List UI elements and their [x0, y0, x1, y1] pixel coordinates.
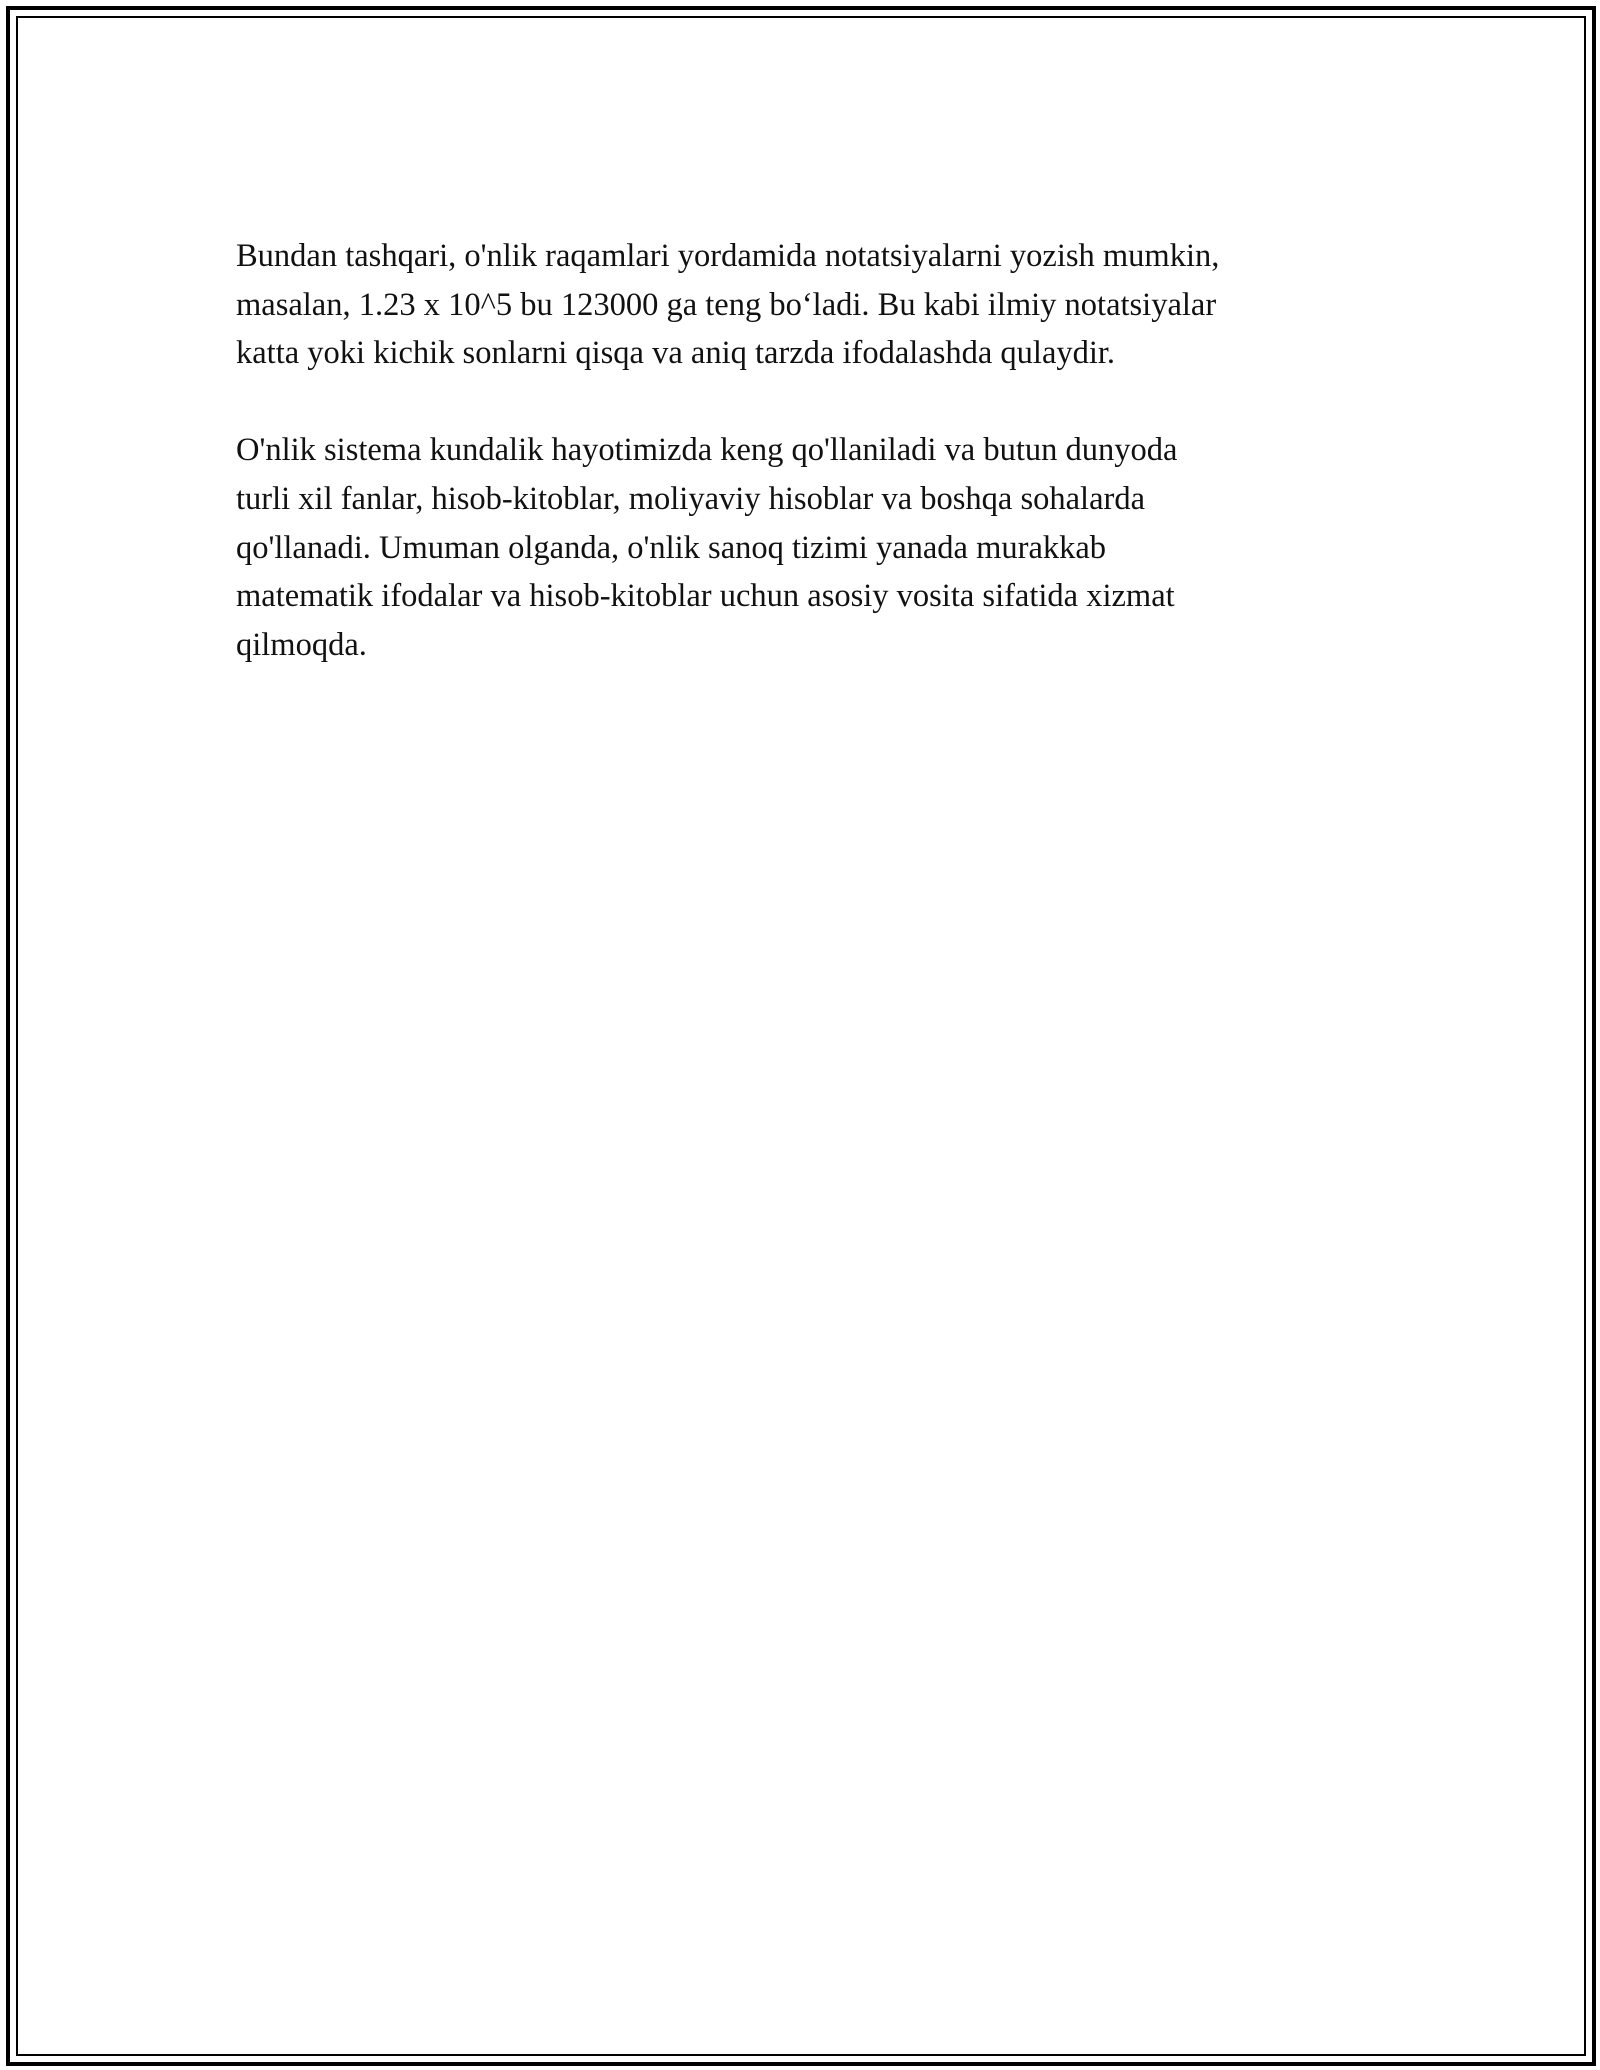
paragraph-2 — [236, 426, 1366, 669]
document-body — [236, 232, 1366, 718]
paragraph-1 — [236, 232, 1366, 378]
paragraph-1-line-2: masalan, 1.23 x 10^5 bu 123000 ga teng bo‘ladi. Bu kabi ilmiy notatsiyalar — [236, 286, 1217, 323]
paragraph-2-line-2: turli xil fanlar, hisob-kitoblar, moliyaviy hisoblar va boshqa sohalarda — [236, 480, 1146, 517]
paragraph-2-line-4: matematik ifodalar va hisob-kitoblar uchun asosiy vosita sifatida xizmat — [236, 578, 1175, 615]
paragraph-1-line-1: Bundan tashqari, o'nlik raqamlari yordamida notatsiyalarni yozish mumkin, — [236, 238, 1220, 274]
paragraph-1-line-3: katta yoki kichik sonlarni qisqa va aniq tarzda ifodalashda qulaydir. — [236, 335, 1116, 372]
paragraph-2-line-3: qo'llanadi. Umuman olganda, o'nlik sanoq tizimi yanada murakkab — [236, 529, 1107, 566]
paragraph-2-line-1: O'nlik sistema kundalik hayotimizda keng qo'llaniladi va butun dunyoda — [236, 432, 1178, 469]
paragraph-2-line-5: qilmoqda. — [236, 626, 367, 663]
